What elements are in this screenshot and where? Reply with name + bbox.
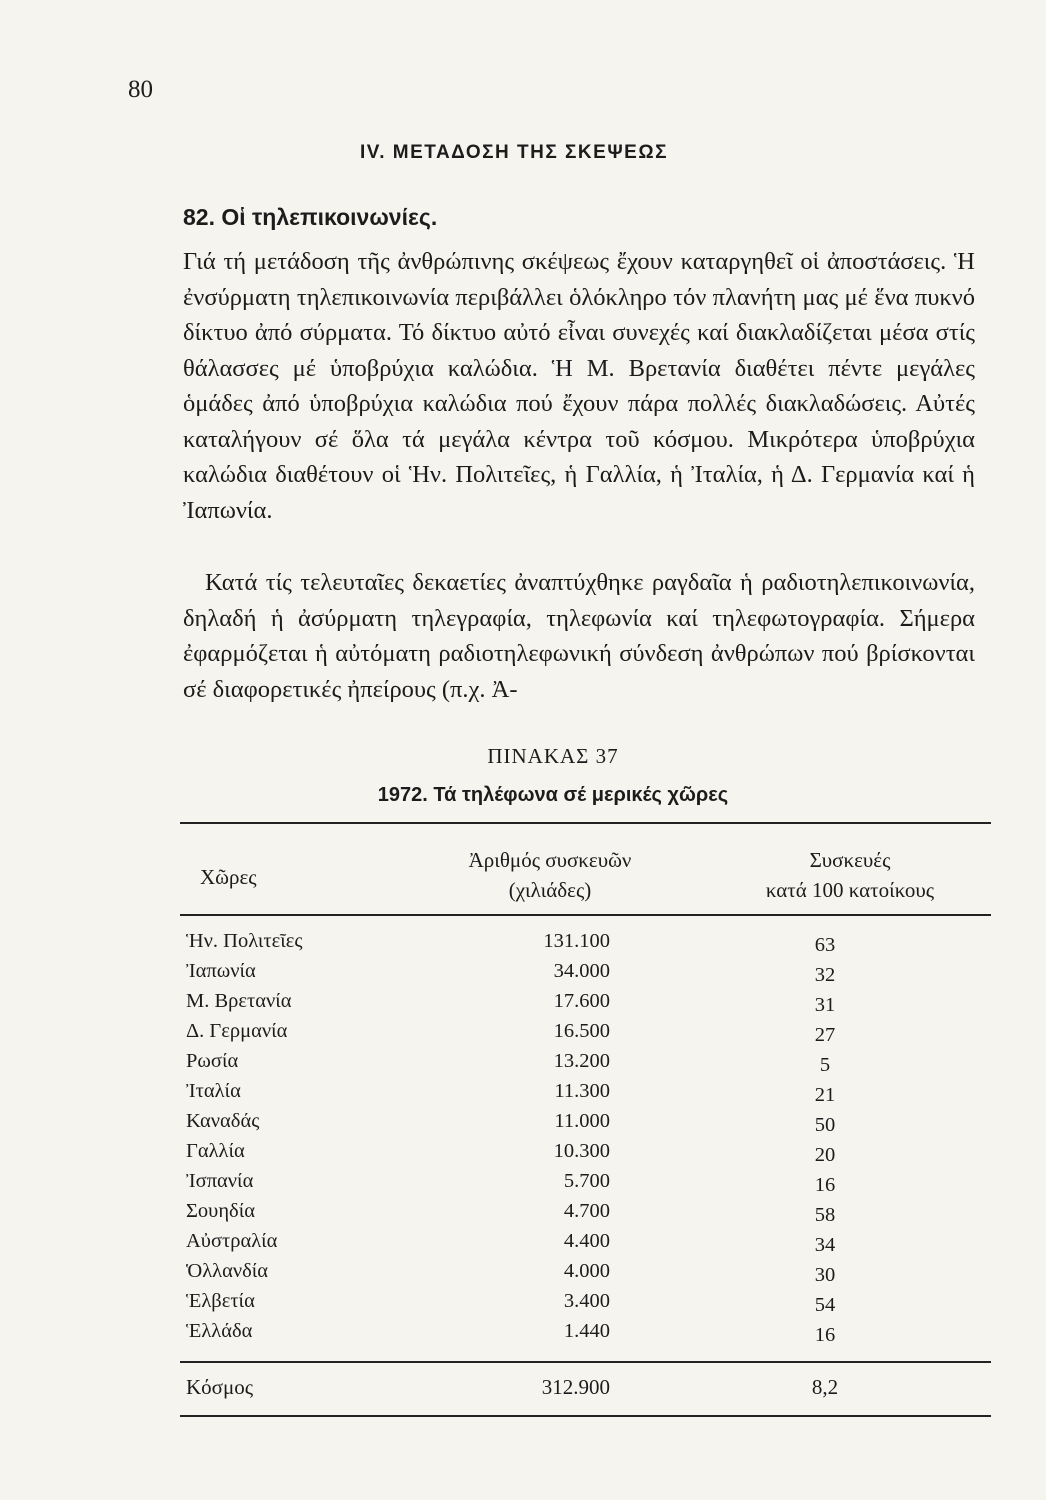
- header-sets-line1: Ἀριθμός συσκευῶν: [468, 848, 632, 872]
- cell-sets: 131.100: [543, 930, 610, 952]
- cell-country: Ἰσπανία: [186, 1170, 254, 1192]
- cell-per100: 5: [819, 1054, 831, 1076]
- cell-sets: 4.400: [563, 1230, 610, 1252]
- cell-per100: 58: [814, 1204, 836, 1226]
- total-country: Κόσμος: [186, 1375, 254, 1399]
- cell-country: Ἑλλάδα: [186, 1320, 253, 1342]
- header-per100-line2: κατά 100 κατοίκους: [765, 878, 935, 902]
- table-row: [0, 960, 1046, 990]
- table-row: [0, 1050, 1046, 1080]
- table-row: [0, 1110, 1046, 1140]
- header-sets-line2: (χιλιάδες): [508, 878, 592, 902]
- header-per100-line1: Συσκευές: [809, 848, 891, 872]
- cell-country: Ἑλβετία: [186, 1290, 255, 1312]
- chapter-title: IV. ΜΕΤΑΔΟΣΗ ΤΗΣ ΣΚΕΨΕΩΣ: [360, 142, 668, 163]
- cell-sets: 11.300: [554, 1080, 610, 1102]
- table-row: [0, 990, 1046, 1020]
- cell-sets: 4.700: [563, 1200, 610, 1222]
- table-top-rule: [180, 822, 991, 824]
- table-row: [0, 1320, 1046, 1350]
- cell-country: Δ. Γερμανία: [186, 1020, 288, 1042]
- cell-country: Μ. Βρετανία: [186, 990, 292, 1012]
- cell-sets: 10.300: [553, 1140, 610, 1162]
- cell-sets: 16.500: [553, 1020, 610, 1042]
- cell-per100: 50: [814, 1114, 836, 1136]
- table-row: [0, 1200, 1046, 1230]
- cell-country: Ἰαπωνία: [186, 960, 256, 982]
- cell-country: Ὁλλανδία: [186, 1260, 269, 1282]
- cell-per100: 34: [814, 1234, 836, 1256]
- cell-per100: 20: [814, 1144, 836, 1166]
- cell-country: Ἡν. Πολιτεῖες: [186, 930, 303, 952]
- table-label: ΠΙΝΑΚΑΣ 37: [487, 744, 619, 768]
- cell-sets: 11.000: [554, 1110, 610, 1132]
- table-bottom-rule: [180, 1415, 991, 1417]
- page-number: 80: [128, 76, 153, 103]
- paragraph-2: Κατά τίς τελευταῖες δεκαετίες ἀναπτύχθηκε ραγδαῖα ἡ ραδιοτηλεπικοινωνία, δηλαδή ἡ ἀσύρματη τηλεγραφία, τηλεφωνία καί τηλεφωτογραφία. Σήμερα ἐφαρμόζεται ἡ αὐτόματη ραδιοτηλεφωνική σύνδεση ἀνθρώπων πού βρίσκονται σέ διαφορετικές ἠπείρους (π.χ. Ἀ-: [183, 569, 975, 703]
- cell-country: Γαλλία: [186, 1140, 245, 1162]
- cell-sets: 5.700: [563, 1170, 610, 1192]
- cell-country: Καναδάς: [186, 1110, 260, 1132]
- cell-country: Ρωσία: [186, 1050, 239, 1072]
- cell-sets: 4.000: [563, 1260, 610, 1282]
- paragraph-1: Γιά τή μετάδοση τῆς ἀνθρώπινης σκέψεως ἔχουν καταργηθεῖ οἱ ἀποστάσεις. Ἡ ἐνσύρματη τηλεπικοινωνία περιβάλλει ὁλόκληρο τόν πλανήτη μας μέ ἕνα πυκνό δίκτυο ἀπό σύρματα. Τό δίκτυο αὐτό εἶναι συνεχές καί διακλαδίζεται μέσα στίς θάλασσες μέ ὑποβρύχια καλώδια. Ἡ Μ. Βρετανία διαθέτει πέντε μεγάλες ὁμάδες ἀπό ὑποβρύχια καλώδια πού ἔχουν πάρα πολλές διακλαδώσεις. Αὐτές καταλήγουν σέ ὅλα τά μεγάλα κέντρα τοῦ κόσμου. Μικρότερα ὑποβρύχια καλώδια διαθέτουν οἱ Ἡν. Πολιτεῖες, ἡ Γαλλία, ἡ Ἰταλία, ἡ Δ. Γερμανία καί ἡ Ἰαπωνία.: [183, 248, 975, 524]
- cell-country: Σουηδία: [186, 1200, 255, 1222]
- table-total-rule: [180, 1361, 991, 1363]
- table-body: [0, 930, 1046, 1350]
- table-header-rule: [180, 914, 991, 916]
- table-caption: 1972. Τά τηλέφωνα σέ μερικές χῶρες: [377, 784, 729, 806]
- table-total-row: [0, 1375, 1046, 1407]
- cell-country: Ἰταλία: [186, 1080, 241, 1102]
- cell-country: Αὐστραλία: [186, 1230, 278, 1252]
- cell-per100: 54: [814, 1294, 836, 1316]
- cell-per100: 32: [814, 964, 836, 986]
- cell-sets: 3.400: [563, 1290, 610, 1312]
- cell-per100: 27: [814, 1024, 836, 1046]
- cell-per100: 30: [814, 1264, 836, 1286]
- table-row: [0, 1080, 1046, 1110]
- cell-sets: 13.200: [553, 1050, 610, 1072]
- total-sets: 312.900: [541, 1375, 610, 1399]
- header-per100: [720, 845, 980, 905]
- table-row: [0, 1140, 1046, 1170]
- table-row: [0, 1170, 1046, 1200]
- header-country: Χῶρες: [200, 865, 257, 889]
- section-title: 82. Οἱ τηλεπικοινωνίες.: [183, 204, 438, 230]
- table-row: [0, 1290, 1046, 1320]
- cell-sets: 1.440: [563, 1320, 610, 1342]
- cell-sets: 34.000: [553, 960, 610, 982]
- table-row: [0, 1260, 1046, 1290]
- cell-per100: 16: [814, 1324, 836, 1346]
- total-per100: 8,2: [811, 1375, 839, 1399]
- cell-per100: 16: [814, 1174, 836, 1196]
- cell-per100: 63: [814, 934, 836, 956]
- table-row: [0, 1230, 1046, 1260]
- table-row: [0, 930, 1046, 960]
- header-sets: [420, 845, 680, 905]
- table-row: [0, 1020, 1046, 1050]
- cell-per100: 31: [814, 994, 836, 1016]
- cell-sets: 17.600: [553, 990, 610, 1012]
- cell-per100: 21: [814, 1084, 836, 1106]
